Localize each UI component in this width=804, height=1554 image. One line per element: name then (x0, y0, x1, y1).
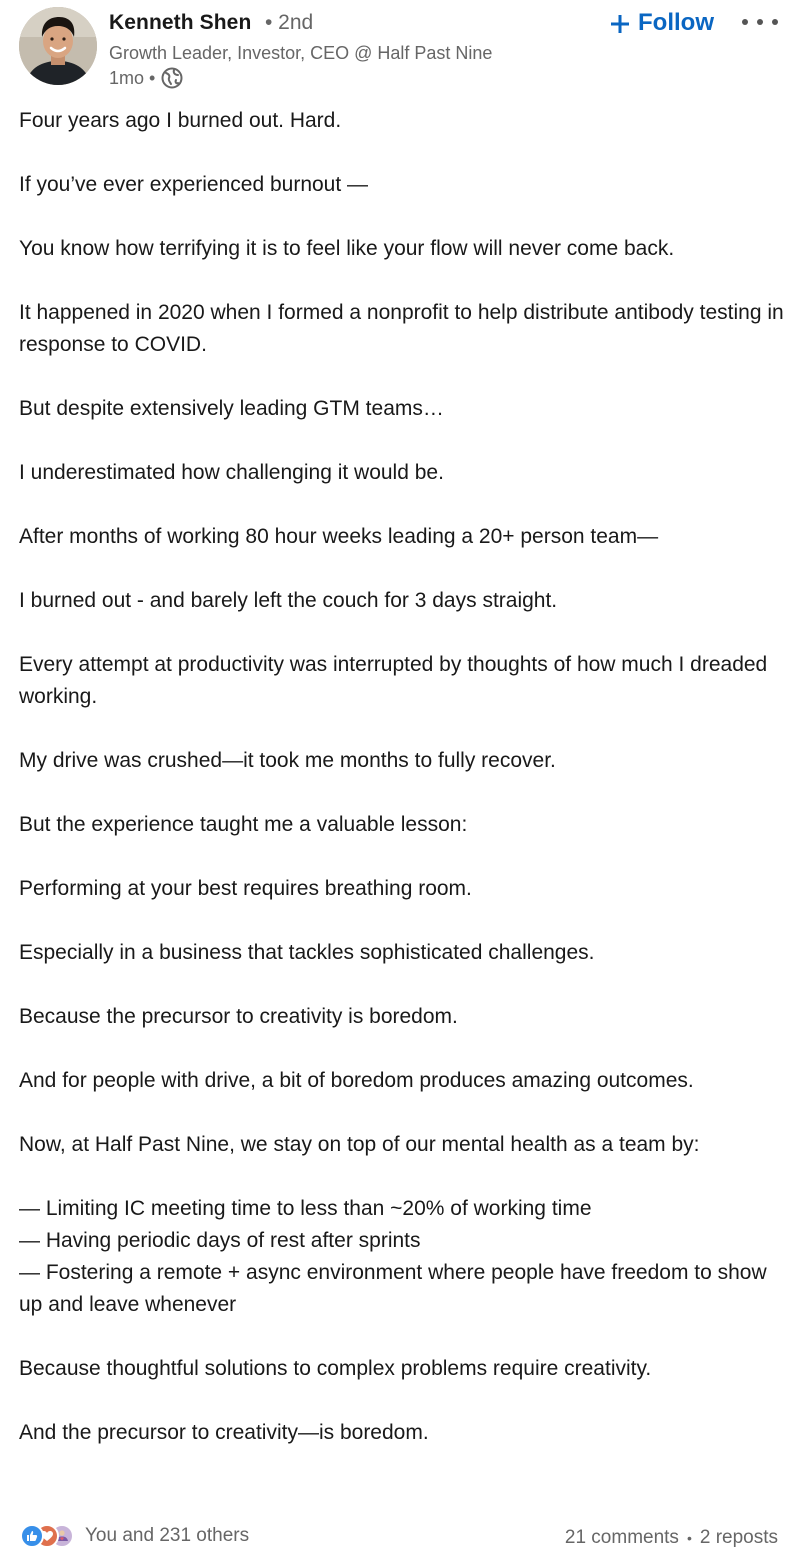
list-item: — Having periodic days of rest after sprints (19, 1229, 421, 1252)
engagement-counts (565, 1527, 778, 1549)
plus-icon (610, 13, 630, 33)
post-paragraph: I underestimated how challenging it would be. (19, 461, 444, 484)
post-paragraph: My drive was crushed—it took me months to fully recover. (19, 749, 556, 772)
more-options-icon-dot (772, 19, 778, 25)
post-paragraph: Performing at your best requires breathing room. (19, 877, 472, 900)
post-paragraph: Every attempt at productivity was interrupted by thoughts of how much I dreaded working. (19, 653, 768, 708)
post-paragraph: It happened in 2020 when I formed a nonprofit to help distribute antibody testing in response to COVID. (19, 301, 784, 356)
avatar[interactable] (19, 7, 97, 85)
post-paragraph: And the precursor to creativity—is boredom. (19, 1421, 429, 1444)
comments-count[interactable]: 21 comments (564, 1527, 679, 1548)
avatar-photo-icon (19, 7, 97, 85)
reactions-summary[interactable] (20, 1524, 249, 1548)
post-body (19, 105, 789, 1449)
connection-degree: • 2nd (265, 11, 314, 34)
reactions-count: You and 231 others (85, 1525, 250, 1546)
author-headline: Growth Leader, Investor, CEO @ Half Past Nine (109, 43, 493, 63)
post-paragraph: Now, at Half Past Nine, we stay on top of our mental health as a team by: (19, 1133, 700, 1156)
social-counts (0, 1522, 804, 1554)
post-paragraph: But the experience taught me a valuable lesson: (19, 813, 468, 836)
post-paragraph: Especially in a business that tackles sophisticated challenges. (19, 941, 595, 964)
post-header (0, 0, 804, 100)
author-name[interactable]: Kenneth Shen (109, 11, 252, 34)
list-item: — Limiting IC meeting time to less than ~20% of working time (19, 1197, 592, 1220)
follow-button[interactable] (606, 6, 718, 40)
post-paragraph: Because thoughtful solutions to complex problems require creativity. (19, 1357, 652, 1380)
post-paragraph: I burned out - and barely left the couch for 3 days straight. (19, 589, 558, 612)
post-paragraph: Because the precursor to creativity is boredom. (19, 1005, 458, 1028)
like-icon (20, 1524, 44, 1548)
post-paragraph: If you’ve ever experienced burnout — (19, 173, 369, 196)
globe-icon (161, 67, 183, 89)
list-item: — Fostering a remote + async environment where people have freedom to show up and leave whenever (19, 1261, 767, 1316)
reposts-count[interactable]: 2 reposts (699, 1527, 778, 1548)
post-paragraph: After months of working 80 hour weeks leading a 20+ person team— (19, 525, 659, 548)
more-options-icon (742, 19, 748, 25)
separator: • (686, 1530, 692, 1546)
post-paragraph: But despite extensively leading GTM teams… (19, 397, 444, 420)
post-meta (109, 67, 183, 89)
follow-label: Follow (638, 9, 714, 36)
post-paragraph: And for people with drive, a bit of boredom produces amazing outcomes. (19, 1069, 694, 1092)
post-paragraph: Four years ago I burned out. Hard. (19, 109, 342, 132)
post-paragraph: You know how terrifying it is to feel like your flow will never come back. (19, 237, 675, 260)
more-options-button[interactable] (742, 10, 778, 34)
more-options-icon-dot (757, 19, 763, 25)
post-time: 1mo • (109, 67, 156, 88)
